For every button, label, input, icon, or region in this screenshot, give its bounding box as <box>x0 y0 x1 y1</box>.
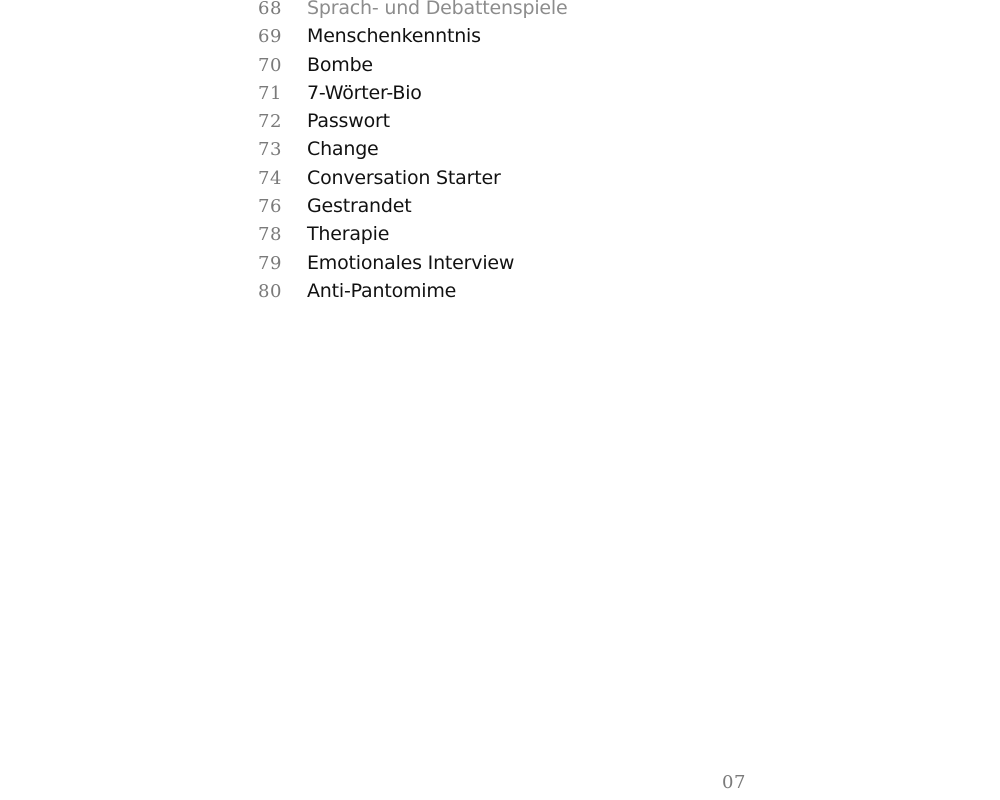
toc-page-number: 73 <box>258 139 282 161</box>
toc-entry-title: Menschenkenntnis <box>307 25 481 48</box>
toc-entry[interactable] <box>258 51 568 79</box>
toc-entry[interactable] <box>258 249 568 277</box>
toc-entry[interactable] <box>258 164 568 192</box>
toc-entry-title: Therapie <box>307 223 390 246</box>
toc-page-number: 76 <box>258 196 282 218</box>
toc-section-title: Sprach- und Debattenspiele <box>307 0 568 19</box>
toc-page-number: 68 <box>258 0 282 19</box>
toc-entry[interactable] <box>258 107 568 135</box>
toc-page-number: 80 <box>258 280 282 302</box>
toc-entry[interactable] <box>258 277 568 305</box>
toc-entry[interactable] <box>258 79 568 107</box>
toc-section-heading[interactable] <box>258 0 568 22</box>
toc-entry[interactable] <box>258 135 568 163</box>
page-folio-number: 07 <box>722 772 746 793</box>
table-of-contents <box>258 0 568 305</box>
toc-entry-title: Anti-Pantomime <box>307 279 457 302</box>
toc-entry[interactable] <box>258 220 568 248</box>
toc-entry-title: Change <box>307 138 379 161</box>
toc-entry-title: Bombe <box>307 53 373 76</box>
toc-entry[interactable] <box>258 22 568 50</box>
toc-entry-title: Conversation Starter <box>307 166 501 189</box>
toc-page-number: 72 <box>258 111 282 133</box>
toc-entry-title: Passwort <box>307 110 390 133</box>
toc-page-number: 69 <box>258 26 282 48</box>
toc-entry-title: Gestrandet <box>307 195 412 218</box>
toc-entry-title: Emotionales Interview <box>307 251 515 274</box>
toc-page-number: 70 <box>258 54 282 76</box>
toc-page-number: 78 <box>258 224 282 246</box>
toc-entry[interactable] <box>258 192 568 220</box>
toc-page-number: 79 <box>258 252 282 274</box>
toc-entry-title: 7-Wörter-Bio <box>307 81 422 104</box>
toc-page-number: 71 <box>258 82 282 104</box>
toc-page-number: 74 <box>258 167 282 189</box>
